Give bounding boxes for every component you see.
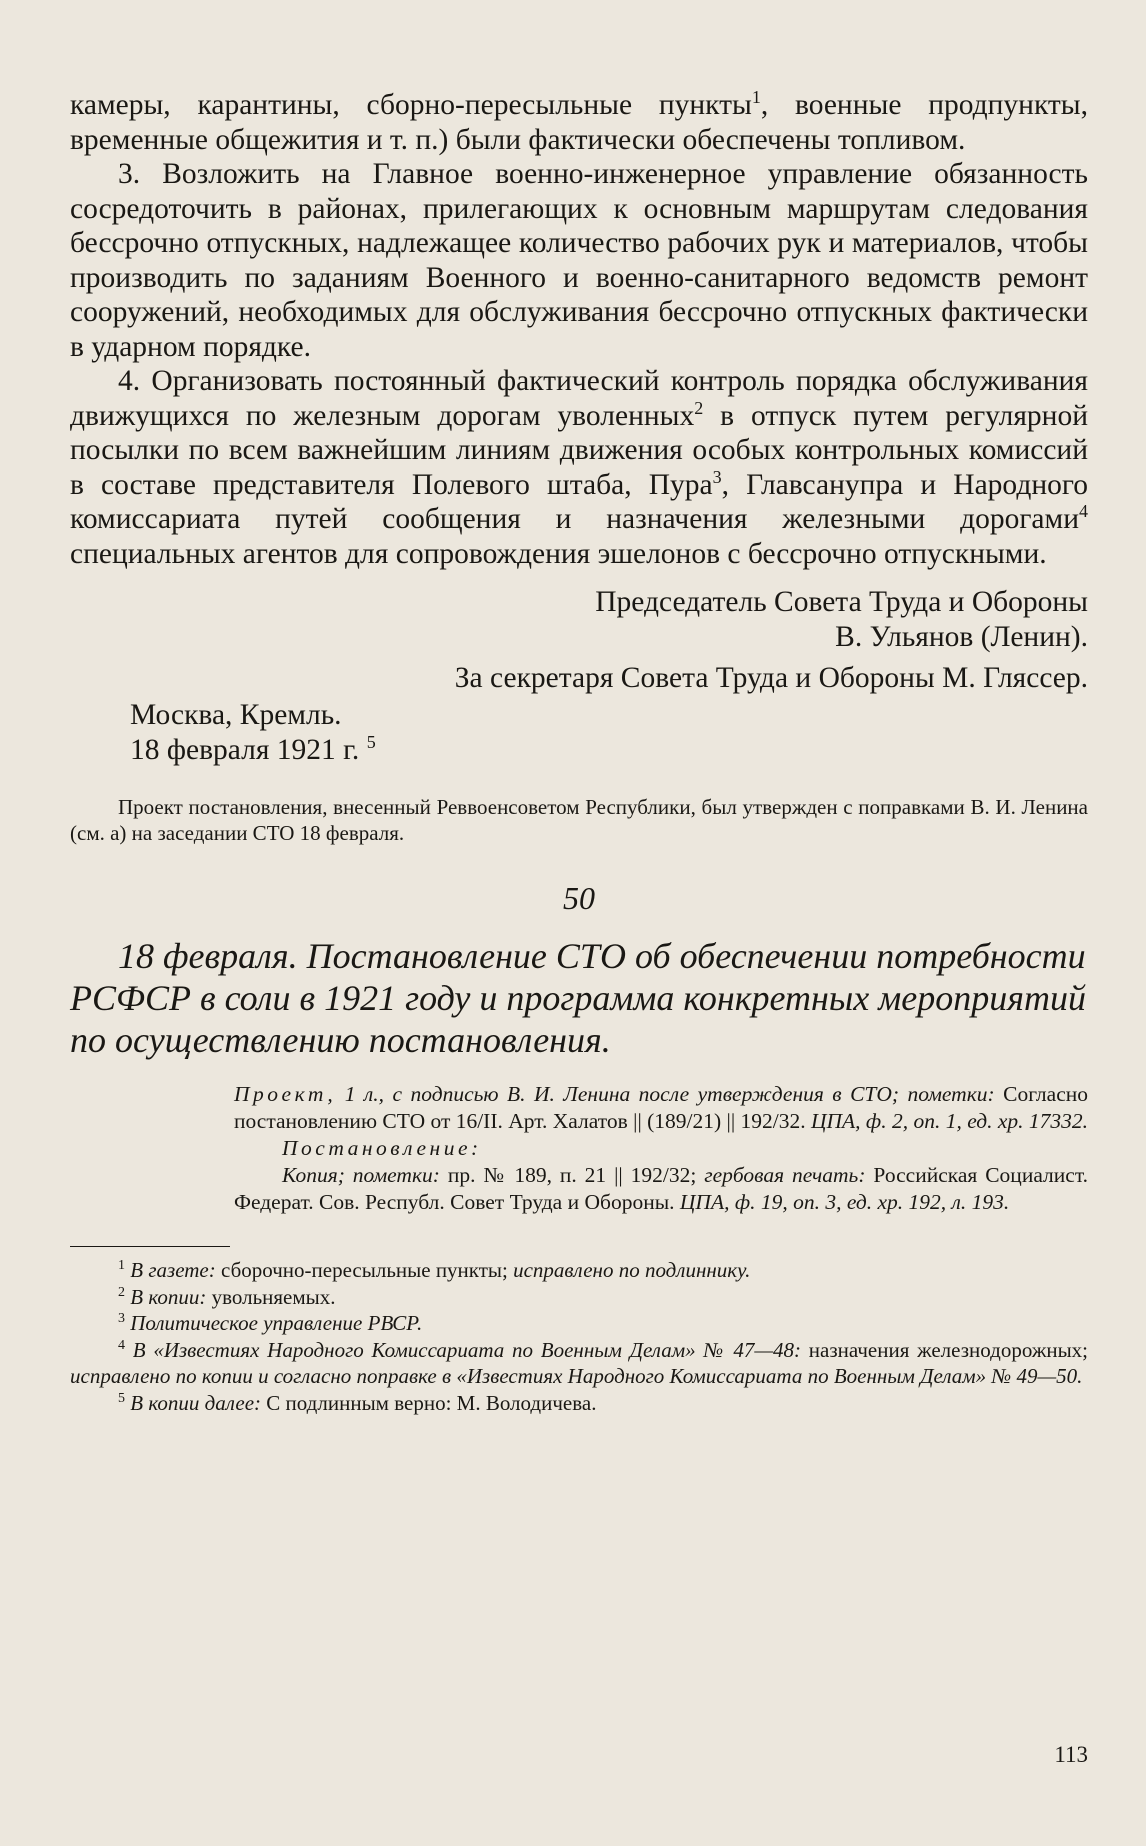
paragraph-continuation: камеры, карантины, сборно-пересыльные пункты$^1$, военные продпункты, временные общежития и т. п.) были фактически обеспечены топливом. xyxy=(70,87,1088,156)
chair-title: Председатель Совета Труда и Обороны xyxy=(595,586,1088,618)
source-draft: Проект, 1 л., с подписью В. И. Ленина после утверждения в СТО; пометки: Согласно постановлению СТО от 16/II. Арт. Халатов || (189/21) || 192/32. ЦПА, ф. 2, оп. 1, ед. хр. 17332. xyxy=(234,1082,1089,1133)
footnote-ref-2: 2 xyxy=(694,397,704,418)
date: 18 февраля 1921 г. $^5$ xyxy=(130,732,376,766)
footnote-4: $^4$ В «Известиях Народного Комиссариата по Военным Делам» № 47—48: назначения железнодорожных; исправлено по копии и согласно поправке в «Известиях Народного Комиссариата по Военным Делам» № 49—50. xyxy=(70,1337,1089,1388)
footnote-ref-1: 1 xyxy=(751,87,761,108)
footnote-2: $^2$ В копии: увольняемых. xyxy=(118,1284,336,1309)
paragraph-3: 3. Возложить на Главное военно-инженерное управление обязанность сосредоточить в районах, прилегающих к основным маршрутам следования бессрочно отпускных, надлежащее количество рабочих рук и материалов, чтобы производить по заданиям Военного и военно-санитарного ведомств ремонт сооружений, необходимых для обслуживания бессрочно отпускных фактически в ударном порядке. xyxy=(70,158,1088,363)
document-title: 18 февраля. Постановление СТО об обеспечении потребности РСФСР в соли в 1921 году и программа конкретных мероприятий по осуществлению постановления. xyxy=(70,936,1086,1060)
footnote-1: $^1$ В газете: сборочно-пересыльные пункты; исправлено по подлиннику. xyxy=(118,1258,751,1282)
footnote-3: $^3$ Политическое управление РВСР. xyxy=(118,1311,423,1335)
document-page xyxy=(70,88,1088,1416)
page-number: 113 xyxy=(1054,1742,1088,1767)
document-number: 50 xyxy=(563,880,595,916)
chair-name: В. Ульянов (Ленин). xyxy=(835,621,1088,653)
paragraph-4: 4. Организовать постоянный фактический контроль порядка обслуживания движущихся по железным дорогам уволенных$^2$ в отпуск путем регулярной посылки по всем важнейшим линиям движения особых контрольных комиссий в составе представителя Полевого штаба, Пура$^3$, Главсанупра и Народного комиссариата путей сообщения и назначения железными дорогами$^4$ специальных агентов для сопровождения эшелонов с бессрочно отпускными. xyxy=(70,365,1088,570)
footnote-ref-3: 3 xyxy=(712,466,722,487)
place: Москва, Кремль. xyxy=(130,699,342,731)
secretary-signature: За секретаря Совета Труда и Обороны М. Гляссер. xyxy=(454,662,1088,694)
source-resolution-label: Постановление: xyxy=(282,1136,482,1160)
footnote-5: $^5$ В копии далее: С подлинным верно: М. Володичева. xyxy=(118,1390,597,1415)
footnote-ref-5: 5 xyxy=(366,732,376,753)
editorial-note: Проект постановления, внесенный Реввоенсоветом Республики, был утвержден с поправками В. И. Ленина (см. а) на заседании СТО 18 февраля. xyxy=(70,795,1088,845)
footnote-ref-4: 4 xyxy=(1079,501,1088,522)
source-copy: Копия; пометки: пр. № 189, п. 21 || 192/32; гербовая печать: Российская Социалист. Федерат. Сов. Республ. Совет Труда и Обороны. ЦПА, ф. 19, оп. 3, ед. хр. 192, л. 193. xyxy=(234,1163,1088,1214)
